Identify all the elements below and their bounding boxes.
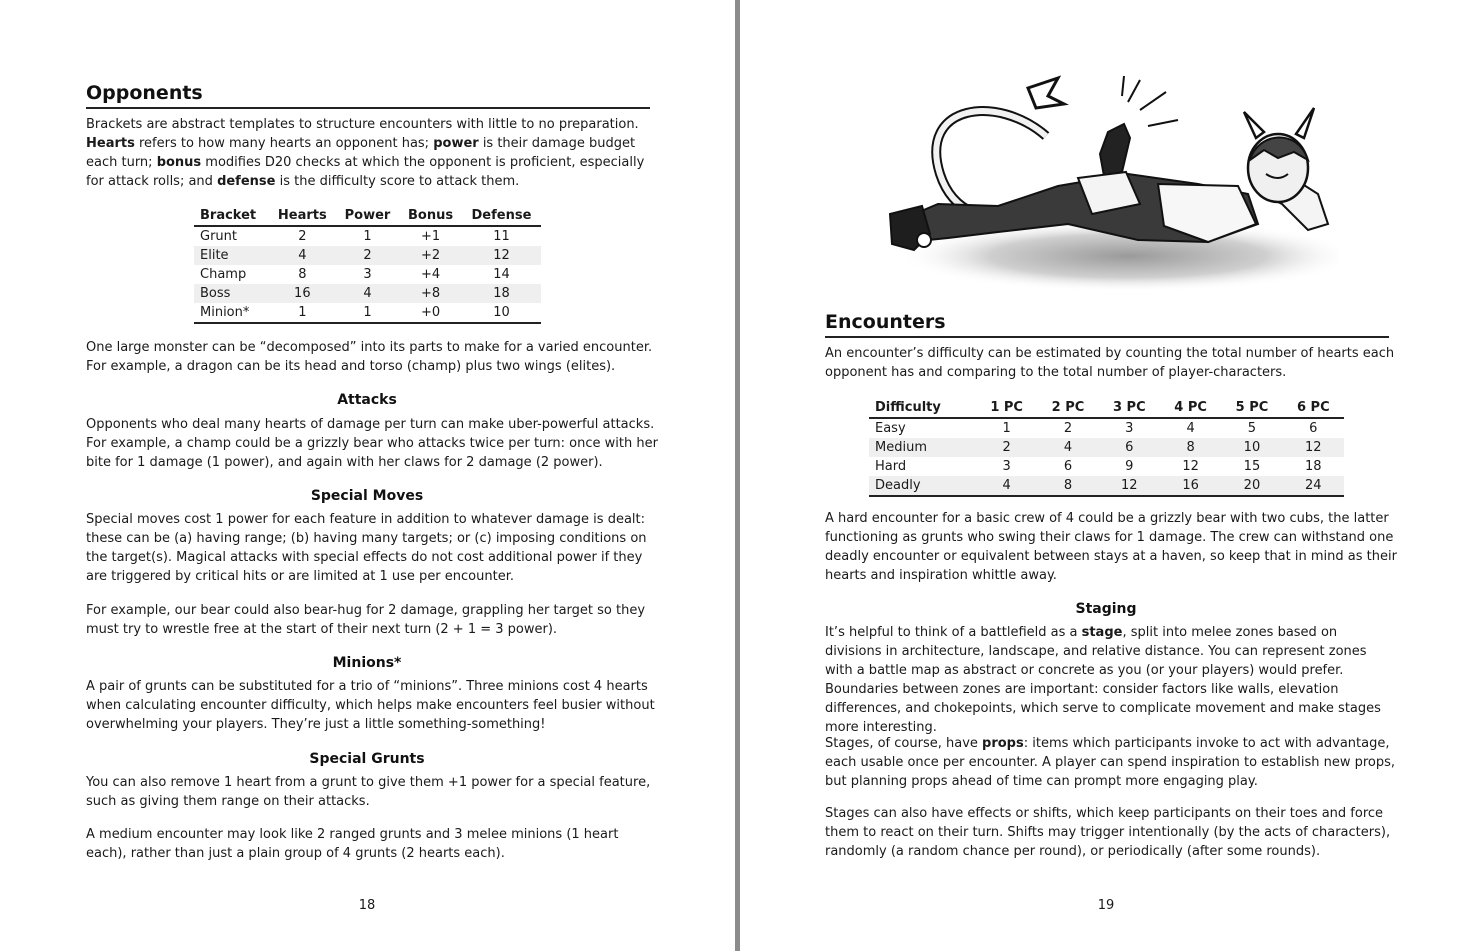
table-row — [194, 303, 541, 323]
table-cell: 2 — [298, 229, 307, 244]
table-cell: 4 — [1186, 421, 1195, 436]
text-run: is their damage budget each turn; — [86, 136, 636, 170]
encounters-title: Encounters — [825, 310, 1389, 338]
decompose-paragraph: One large monster can be “decomposed” into its parts to make for a varied encounter. For example, a dragon can be its head and torso (champ) plus two wings (elites). — [86, 340, 653, 374]
bracket-table — [194, 205, 541, 324]
text-run: is the difficulty score to attack them. — [275, 174, 520, 189]
table-cell: 8 — [1037, 476, 1098, 496]
table-cell: 3 — [1125, 421, 1134, 436]
table-cell: 11 — [493, 229, 510, 244]
table-cell: 6 — [1309, 421, 1318, 436]
bold-term: props — [982, 736, 1024, 751]
table-cell: Medium — [869, 438, 976, 457]
table-cell: 8 — [298, 267, 307, 282]
table-cell: 6 — [1099, 438, 1160, 457]
column-header: 4 PC — [1160, 397, 1221, 418]
page-number-right: 19 — [1097, 898, 1115, 913]
right-page — [740, 0, 1474, 951]
column-header: Bonus — [399, 205, 462, 226]
table-row — [194, 284, 541, 303]
table-cell: 4 — [1037, 438, 1098, 457]
table-cell: 12 — [462, 246, 541, 265]
column-header: 3 PC — [1099, 397, 1160, 418]
text-run: Brackets are abstract templates to structure encounters with little to no preparation. — [86, 117, 639, 132]
table-cell: 15 — [1243, 459, 1261, 474]
reclining-demon-illustration — [878, 74, 1338, 296]
table-cell: 12 — [1182, 459, 1199, 474]
encounters-intro: An encounter’s difficulty can be estimated by counting the total number of hearts each opponent has and comparing to the total number of player-characters. — [825, 346, 1395, 380]
table-cell: Hard — [875, 459, 907, 474]
table-cell: +2 — [399, 246, 462, 265]
shifts-paragraph: Stages can also have effects or shifts, which keep participants on their toes and force them to react on their turn. Shifts may trigger intentionally (by the acts of characters), randomly (a random chance per round), or periodically (after some rounds). — [825, 806, 1391, 859]
column-header: 1 PC — [976, 397, 1037, 418]
table-cell: 10 — [462, 303, 541, 323]
staging-paragraph — [825, 623, 1397, 737]
table-cell: 1 — [269, 303, 336, 323]
table-cell: 4 — [976, 476, 1037, 496]
table-cell: 12 — [1283, 438, 1344, 457]
special-moves-paragraph: Special moves cost 1 power for each feature in addition to whatever damage is dealt: these can be (a) having range; (b) having many targets; or (c) imposing conditions on the target(s). Magical attacks with special effects do not cost additional power if they are triggered by critical hits or are limited at 1 use per encounter. — [86, 512, 647, 584]
table-cell: 10 — [1221, 438, 1282, 457]
table-row — [194, 226, 541, 246]
table-row — [194, 246, 541, 265]
table-cell: 14 — [493, 267, 510, 282]
props-paragraph — [825, 734, 1397, 791]
column-header: 5 PC — [1221, 397, 1282, 418]
table-cell: 18 — [1305, 459, 1322, 474]
table-cell: 2 — [336, 246, 399, 265]
bearhug-paragraph: For example, our bear could also bear-hug for 2 damage, grappling her target so they must try to wrestle free at the start of their next turn (2 + 1 = 3 power). — [86, 603, 646, 637]
table-cell: Champ — [200, 267, 247, 282]
table-cell: Minion* — [194, 303, 269, 323]
bold-term: bonus — [156, 155, 202, 170]
special-grunts-heading: Special Grunts — [309, 751, 425, 767]
column-header: Difficulty — [869, 397, 976, 418]
table-cell: 2 — [976, 438, 1037, 457]
table-cell: 24 — [1283, 476, 1344, 496]
table-cell: 6 — [1063, 459, 1073, 474]
difficulty-table — [869, 397, 1344, 497]
opponents-title: Opponents — [86, 81, 650, 109]
table-cell: 3 — [363, 267, 372, 282]
text-run: : items which participants invoke to act with advantage, each usable once per encounter. A player can spend inspiration to establish new props, but planning props ahead of time can prompt more engaging play. — [825, 736, 1396, 789]
table-cell: 18 — [462, 284, 541, 303]
table-cell: 2 — [1063, 421, 1073, 436]
table-cell: +8 — [399, 284, 462, 303]
minions-heading: Minions* — [332, 655, 402, 671]
minions-paragraph: A pair of grunts can be substituted for a trio of “minions”. Three minions cost 4 hearts when calculating encounter difficulty, which helps make encounters feel busier without overwhelming your players. They’re just a little something-something! — [86, 679, 655, 732]
table-cell: 8 — [1160, 438, 1221, 457]
text-run: , split into melee zones based on divisions in architecture, landscape, and relative distance. You can represent zones with a battle map as abstract or concrete as you (or your players) would prefer. Boundaries between zones are important: consider factors like walls, elevation differences, and chokepoints, which serve to complicate movement and make stages more interesting. — [825, 625, 1381, 735]
table-header-row — [869, 397, 1344, 418]
staging-heading: Staging — [1075, 601, 1137, 617]
table-header-row — [194, 205, 541, 226]
attacks-paragraph: Opponents who deal many hearts of damage per turn can make uber-powerful attacks. For example, a champ could be a grizzly bear who attacks twice per turn: once with her bite for 1 damage (1 power), and again with her claws for 2 damage (2 power). — [86, 417, 658, 470]
table-cell: Elite — [194, 246, 269, 265]
bold-term: stage — [1081, 625, 1123, 640]
table-cell: 1 — [1002, 421, 1011, 436]
text-run: modifies D20 checks at which the opponent is proficient, especially for attack rolls; and — [86, 155, 645, 189]
attacks-heading: Attacks — [337, 392, 397, 408]
table-cell: 3 — [1002, 459, 1011, 474]
table-cell: +4 — [420, 267, 441, 282]
hard-encounter-paragraph: A hard encounter for a basic crew of 4 could be a grizzly bear with two cubs, the latter functioning as grunts who swing their claws for 1 damage. The crew can withstand one deadly encounter or equivalent between stays at a haven, so keep that in mind as their hearts and inspiration whittle away. — [825, 511, 1397, 583]
table-row — [869, 476, 1344, 496]
table-cell: Boss — [194, 284, 269, 303]
table-cell: 16 — [1160, 476, 1221, 496]
bold-term: defense — [217, 174, 276, 189]
table-cell: 1 — [363, 229, 372, 244]
table-cell: 12 — [1099, 476, 1160, 496]
column-header: Bracket — [194, 205, 269, 226]
text-run: refers to how many hearts an opponent has; — [134, 136, 434, 151]
table-cell: 16 — [269, 284, 336, 303]
table-cell: Deadly — [869, 476, 976, 496]
text-run: It’s helpful to think of a battlefield as a — [825, 625, 1082, 640]
table-row — [869, 418, 1344, 438]
table-row — [869, 438, 1344, 457]
column-header: Hearts — [269, 205, 336, 226]
table-row — [194, 265, 541, 284]
table-cell: 1 — [336, 303, 399, 323]
special-moves-heading: Special Moves — [310, 488, 424, 504]
special-grunts-paragraph: You can also remove 1 heart from a grunt to give them +1 power for a special feature, such as giving them range on their attacks. — [86, 775, 651, 809]
opponents-intro — [86, 115, 656, 191]
bold-term: Hearts — [86, 136, 135, 151]
table-cell: 9 — [1125, 459, 1134, 474]
bold-term: power — [433, 136, 479, 151]
table-cell: Grunt — [200, 229, 237, 244]
table-cell: 20 — [1221, 476, 1282, 496]
table-cell: 5 — [1247, 421, 1257, 436]
text-run: Stages, of course, have — [825, 736, 983, 751]
column-header: Defense — [462, 205, 541, 226]
table-cell: Easy — [875, 421, 906, 436]
column-header: Power — [336, 205, 399, 226]
table-row — [869, 457, 1344, 476]
left-page — [0, 0, 735, 951]
table-cell: +0 — [399, 303, 462, 323]
column-header: 6 PC — [1283, 397, 1344, 418]
table-cell: +1 — [420, 229, 441, 244]
table-cell: 4 — [336, 284, 399, 303]
column-header: 2 PC — [1037, 397, 1098, 418]
table-cell: 4 — [269, 246, 336, 265]
page-number-left: 18 — [358, 898, 376, 913]
medium-encounter-paragraph: A medium encounter may look like 2 ranged grunts and 3 melee minions (1 heart each), rather than just a plain group of 4 grunts (2 hearts each). — [86, 827, 619, 861]
